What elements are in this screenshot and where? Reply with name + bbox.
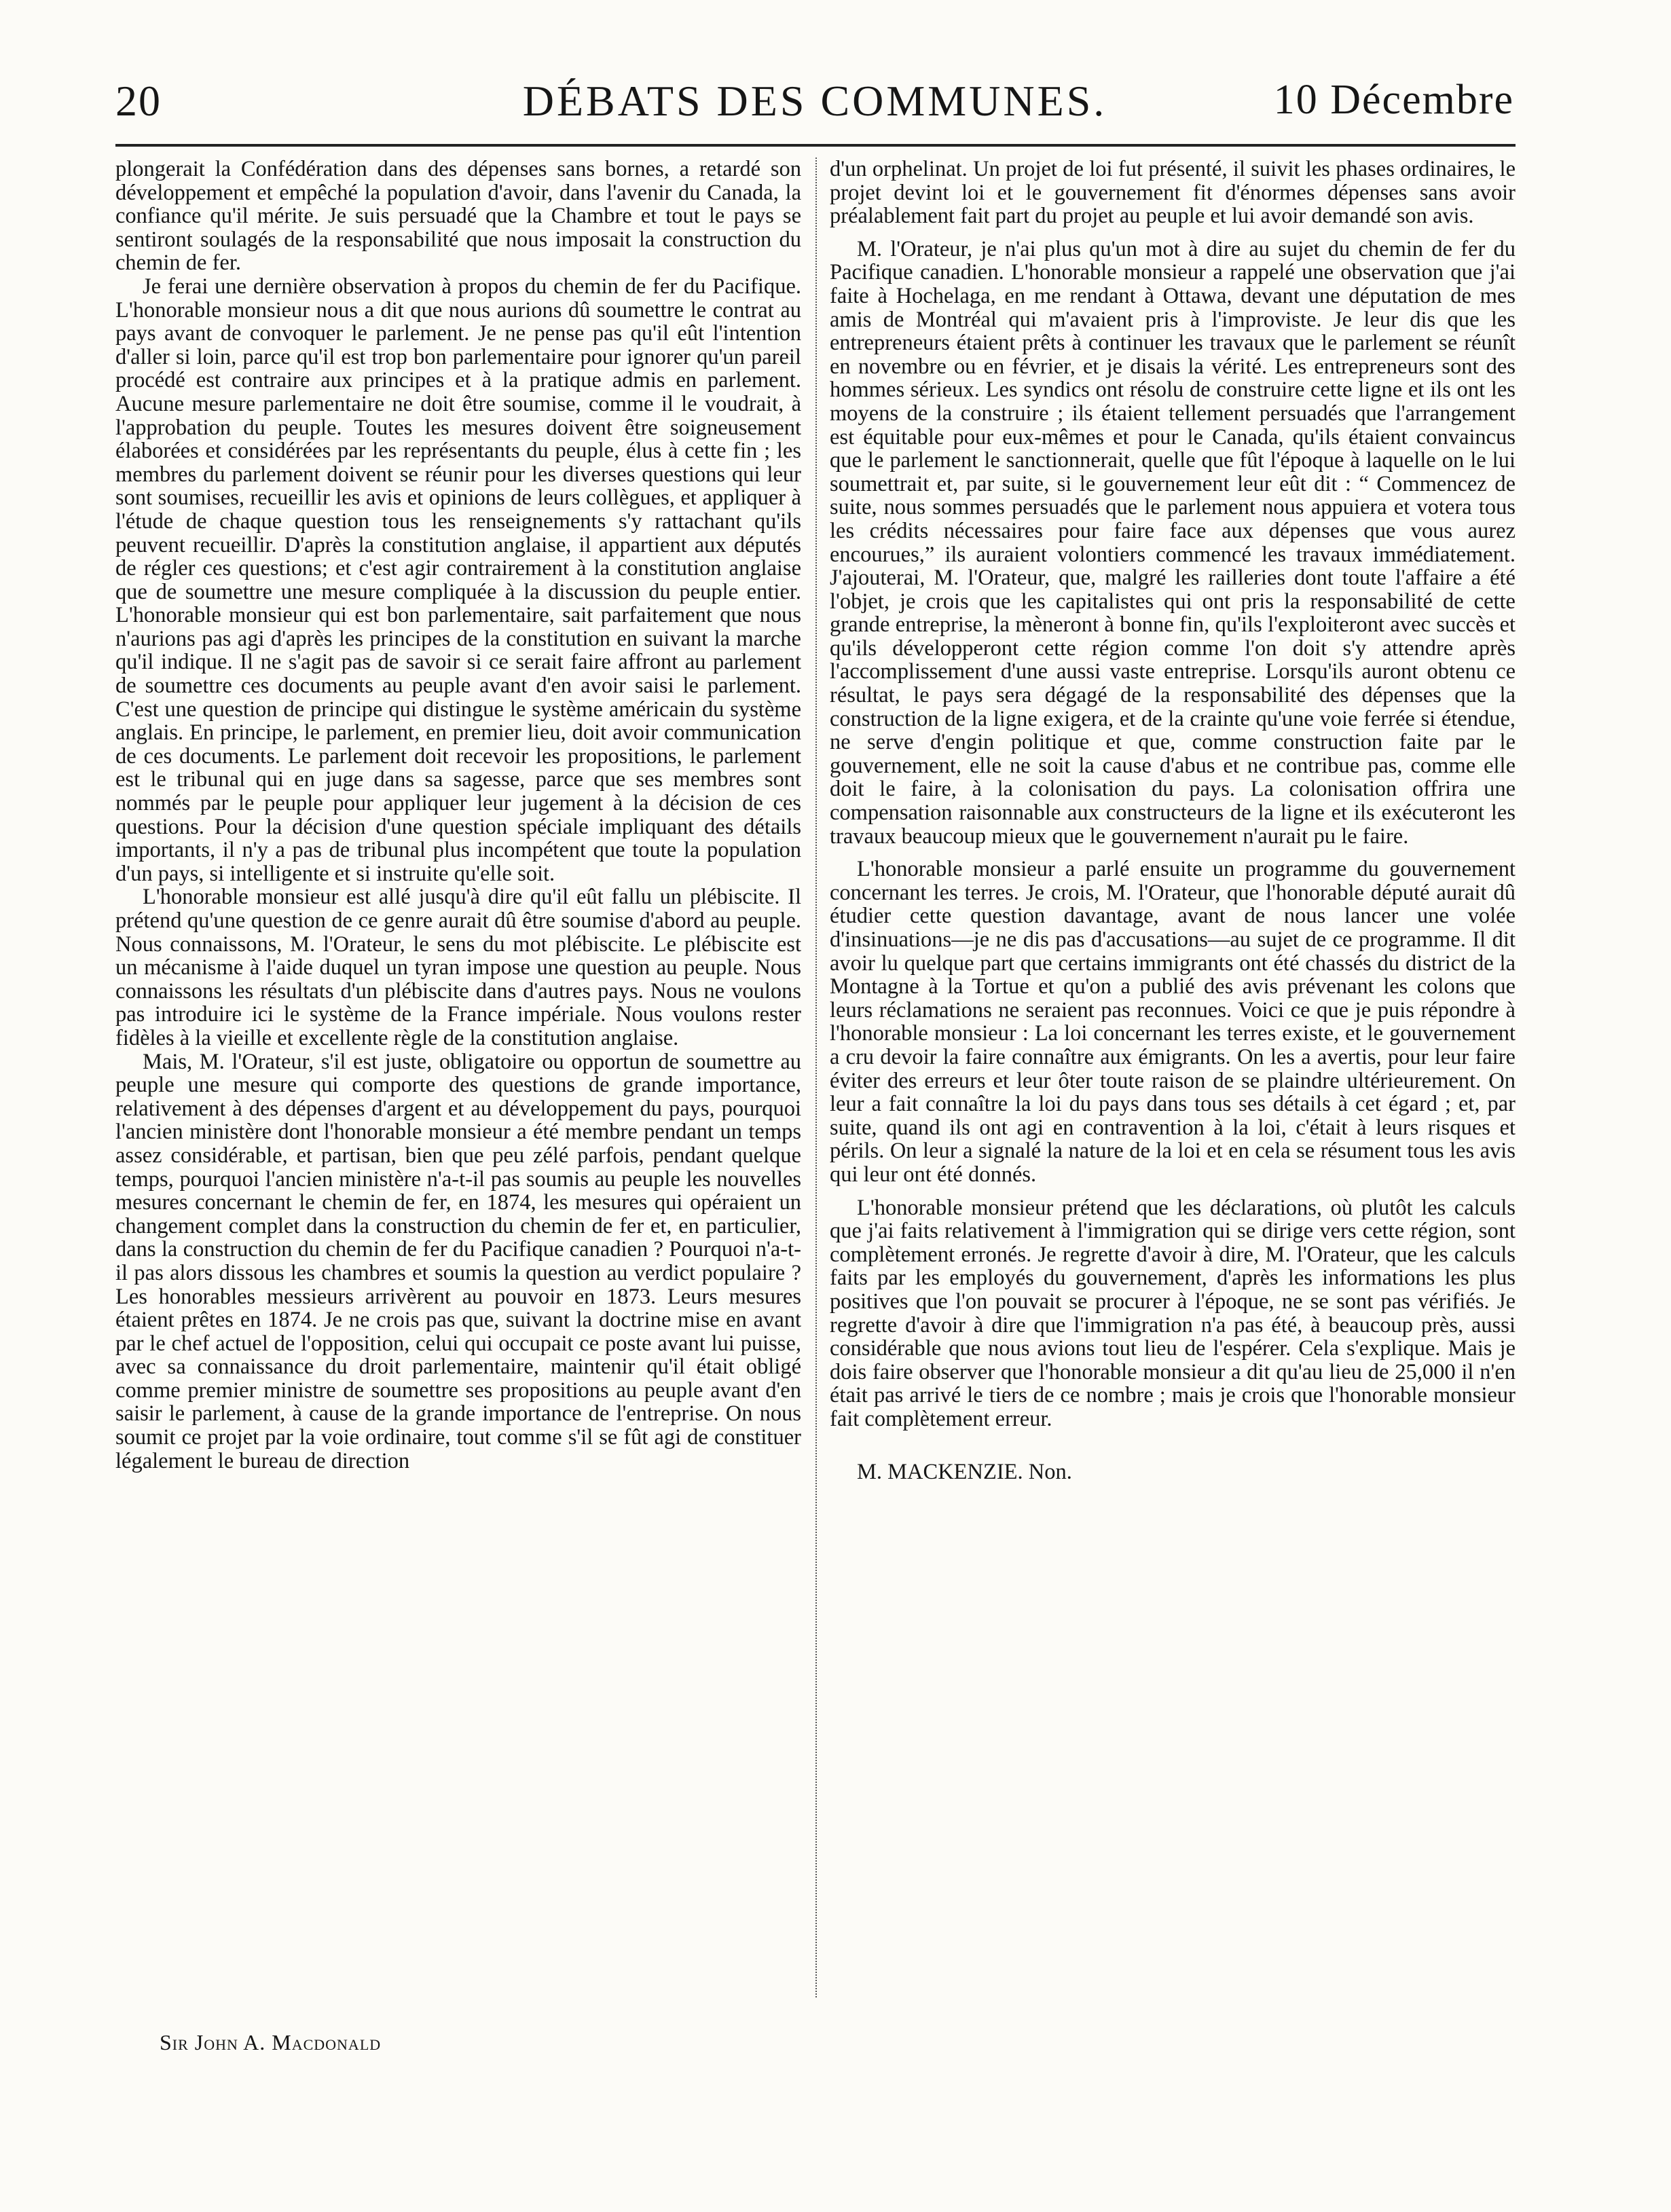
speaker-name: M. MACKENZIE. — [857, 1460, 1023, 1485]
page-number: 20 — [115, 77, 162, 125]
running-footer: Sir John A. Macdonald — [160, 2030, 382, 2054]
paragraph: plongerait la Confédération dans des dépenses sans bornes, a retardé son développement et empêché la population d'avoir, dans l'avenir du Canada, la confiance qu'il mérite. Je suis persuadé que la Chambre et tout le pays se sentiront soulagés de la responsabilité que nous imposait la construction du chemin de fer. — [115, 158, 801, 276]
paragraph: L'honorable monsieur est allé jusqu'à dire qu'il eût fallu un plébiscite. Il prétend qu'une question de ce genre aurait dû être soumise d'abord au peuple. Nous connaissons, M. l'Orateur, le sens du mot plébiscite. Le plébiscite est un mécanisme à l'aide duquel un tyran impose une question au peuple. Nous connaissons les résultats d'un plébiscite dans d'autres pays. Nous ne voulons pas introduire ici le système de la France impériale. Nous voulons rester fidèles à la vieille et excellente règle de la constitution anglaise. — [115, 885, 801, 1050]
paragraph: L'honorable monsieur prétend que les déclarations, où plutôt les calculs que j'ai faits relativement à l'immigration qui se dirige vers cette région, sont complètement erronés. Je regrette d'avoir à dire, M. l'Orateur, que les calculs faits par les employés du gouvernement, d'après les informations les plus positives que l'on pouvait se procurer à l'époque, ne se sont pas vérifiés. Je regrette d'avoir à dire que l'immigration n'a pas été, à beaucoup près, aussi considérable que nous avions tout lieu de l'espérer. Cela s'explique. Mais je dois faire observer que l'honorable monsieur a dit qu'au lieu de 25,000 il n'en était pas arrivé le tiers de ce nombre ; mais je crois que l'honorable monsieur fait complètement erreur. — [830, 1195, 1516, 1431]
speaker-line — [830, 1460, 1516, 1484]
header-date: 10 Décembre — [1273, 77, 1514, 123]
paragraph: d'un orphelinat. Un projet de loi fut présenté, il suivit les phases ordinaires, le projet devint loi et le gouvernement fit d'énormes dépenses sans avoir préalablement fait part du projet au peuple et lui avoir demandé son avis. — [830, 158, 1516, 229]
right-column — [830, 158, 1516, 2045]
left-column — [115, 158, 801, 2045]
paragraph: M. l'Orateur, je n'ai plus qu'un mot à dire au sujet du chemin de fer du Pacifique canadien. L'honorable monsieur a rappelé une observation que j'ai faite à Hochelaga, en me rendant à Ottawa, devant une députation de mes amis de Montréal qui m'avaient pris à l'improviste. Je leur dis que les entrepreneurs étaient prêts à continuer les travaux que le parlement se réunît en novembre ou en février, et je disais la vérité. Les entrepreneurs sont des hommes sérieux. Les syndics ont résolu de construire cette ligne et ils ont les moyens de la construire ; ils étaient tellement persuadés que l'arrangement est équitable pour eux-mêmes et pour le Canada, qu'ils étaient convaincus que le parlement le sanctionnerait, quelle que fût l'époque à laquelle on le lui soumettrait et, par suite, si le gouvernement leur eût dit : “ Commencez de suite, nous sommes persuadés que le parlement nous appuiera et votera tous les crédits nécessaires pour faire face aux dépenses que vous aurez encourues,” ils auraient volontiers commencé les travaux immédiatement. J'ajouterai, M. l'Orateur, que, malgré les railleries dont toute l'affaire a été l'objet, je crois que les capitalistes qui ont pris la responsabilité de cette grande entreprise, la mèneront à bonne fin, qu'ils l'exploiteront avec succès et qu'ils développeront cette région comme l'on doit s'y attendre après l'accomplissement d'une aussi vaste entreprise. Lorsqu'ils auront obtenu ce résultat, le pays sera dégagé de la responsabilité des dépenses que la construction de la ligne exigera, et de la crainte qu'une voie ferrée si étendue, ne serve d'engin politique et que, comme construction faite par le gouvernement, elle ne soit la cause d'abus et ne contribue pas, comme elle doit le faire, à la colonisation du pays. La colonisation offrira une compensation raisonnable aux constructeurs de la ligne et ils exécuteront les travaux beaucoup mieux que le gouvernement n'aurait pu le faire. — [830, 236, 1516, 849]
column-divider — [815, 158, 817, 1997]
page-title: DÉBATS DES COMMUNES. — [522, 77, 1107, 125]
page-header — [115, 76, 1514, 130]
paragraph: Je ferai une dernière observation à propos du chemin de fer du Pacifique. L'honorable monsieur nous a dit que nous aurions dû soumettre le contrat au pays avant de convoquer le parlement. Je ne pense pas qu'il eût l'intention d'aller si loin, parce qu'il est trop bon parlementaire pour ignorer qu'un pareil procédé est contraire aux principes et à la pratique admis en parlement. Aucune mesure parlementaire ne doit être soumise, comme il le voudrait, à l'approbation du peuple. Toutes les mesures doivent être soigneusement élaborées et considérées par les représentants du peuple, élus à cette fin ; les membres du parlement doivent se réunir pour les diverses questions qui leur sont soumises, recueillir les avis et opinions de leurs collègues, et appliquer à l'étude de chaque question tous les renseignements s'y rattachant qu'ils peuvent recueillir. D'après la constitution anglaise, il appartient aux députés de régler ces questions; et c'est agir contrairement à la constitution anglaise que de soumettre une mesure compliquée à la discussion du peuple entier. L'honorable monsieur qui est bon parlementaire, sait parfaitement que nous n'aurions pas agi d'après les principes de la constitution en suivant la marche qu'il indique. Il ne s'agit pas de savoir si ce serait faire affront au parlement de soumettre ces documents au peuple avant d'en avoir saisi le parlement. C'est une question de principe qui distingue le système américain du système anglais. En principe, le parlement, en premier lieu, doit avoir communication de ces documents. Le parlement doit recevoir les propositions, le parlement est le tribunal qui en juge dans sa sagesse, parce que ses membres sont nommés par le peuple pour appliquer leur jugement à la décision de ces questions. Pour la décision d'une question spéciale impliquant des détails importants, il n'y a pas de tribunal plus incompétent que toute la population d'un pays, si intelligente et si instruite qu'elle soit. — [115, 274, 801, 886]
paragraph: Mais, M. l'Orateur, s'il est juste, obligatoire ou opportun de soumettre au peuple une mesure qui comporte des questions de grande importance, relativement à des dépenses d'argent et au développement du pays, pourquoi l'ancien ministère dont l'honorable monsieur a été membre pendant un temps assez considérable, et partisan, bien que peu zélé parfois, pendant quelque temps, pourquoi l'ancien ministère n'a-t-il pas soumis au peuple les nouvelles mesures concernant le chemin de fer, en 1874, les mesures qui opéraient un changement complet dans la construction du chemin de fer et, en particulier, dans la construction du chemin de fer du Pacifique canadien ? Pourquoi n'a-t-il pas alors dissous les chambres et soumis la question au verdict populaire ? Les honorables messieurs arrivèrent au pouvoir en 1873. Leurs mesures étaient prêtes en 1874. Je ne crois pas que, suivant la doctrine mise en avant par le chef actuel de l'opposition, celui qui occupait ce poste avant lui puisse, avec sa connaissance du droit parlementaire, maintenir qu'il était obligé comme premier ministre de soumettre ses propositions au peuple avant d'en saisir le parlement, à cause de la grande importance de l'entreprise. On nous soumit ce projet par la voie ordinaire, tout comme s'il se fût agi de constituer légalement le bureau de direction — [115, 1049, 801, 1473]
header-rule — [115, 144, 1516, 147]
paragraph: L'honorable monsieur a parlé ensuite un programme du gouvernement concernant les terres. Je crois, M. l'Orateur, que l'honorable député aurait dû étudier cette question davantage, avant de nous lancer une volée d'insinuations—je ne dis pas d'accusations—au sujet de ce programme. Il dit avoir lu quelque part que certains immigrants ont été chassés du district de la Montagne à la Tortue et qu'on a publié des avis prévenant les colons que leurs réclamations ne seraient pas reconnues. Voici ce que je puis répondre à l'honorable monsieur : La loi concernant les terres existe, et le gouvernement a cru devoir la faire connaître aux émigrants. On les a avertis, pour leur faire éviter des erreurs et leur ôter toute raison de se plaindre ultérieurement. On leur a fait connaître la loi du pays dans tous ses détails à cet égard ; et, par suite, quand ils ont agi en contravention à la loi, c'était à leurs risques et périls. On leur a signalé la nature de la loi et en cela se résument tous les avis qui leur ont été donnés. — [830, 857, 1516, 1187]
speaker-remark: Non. — [1028, 1460, 1072, 1485]
